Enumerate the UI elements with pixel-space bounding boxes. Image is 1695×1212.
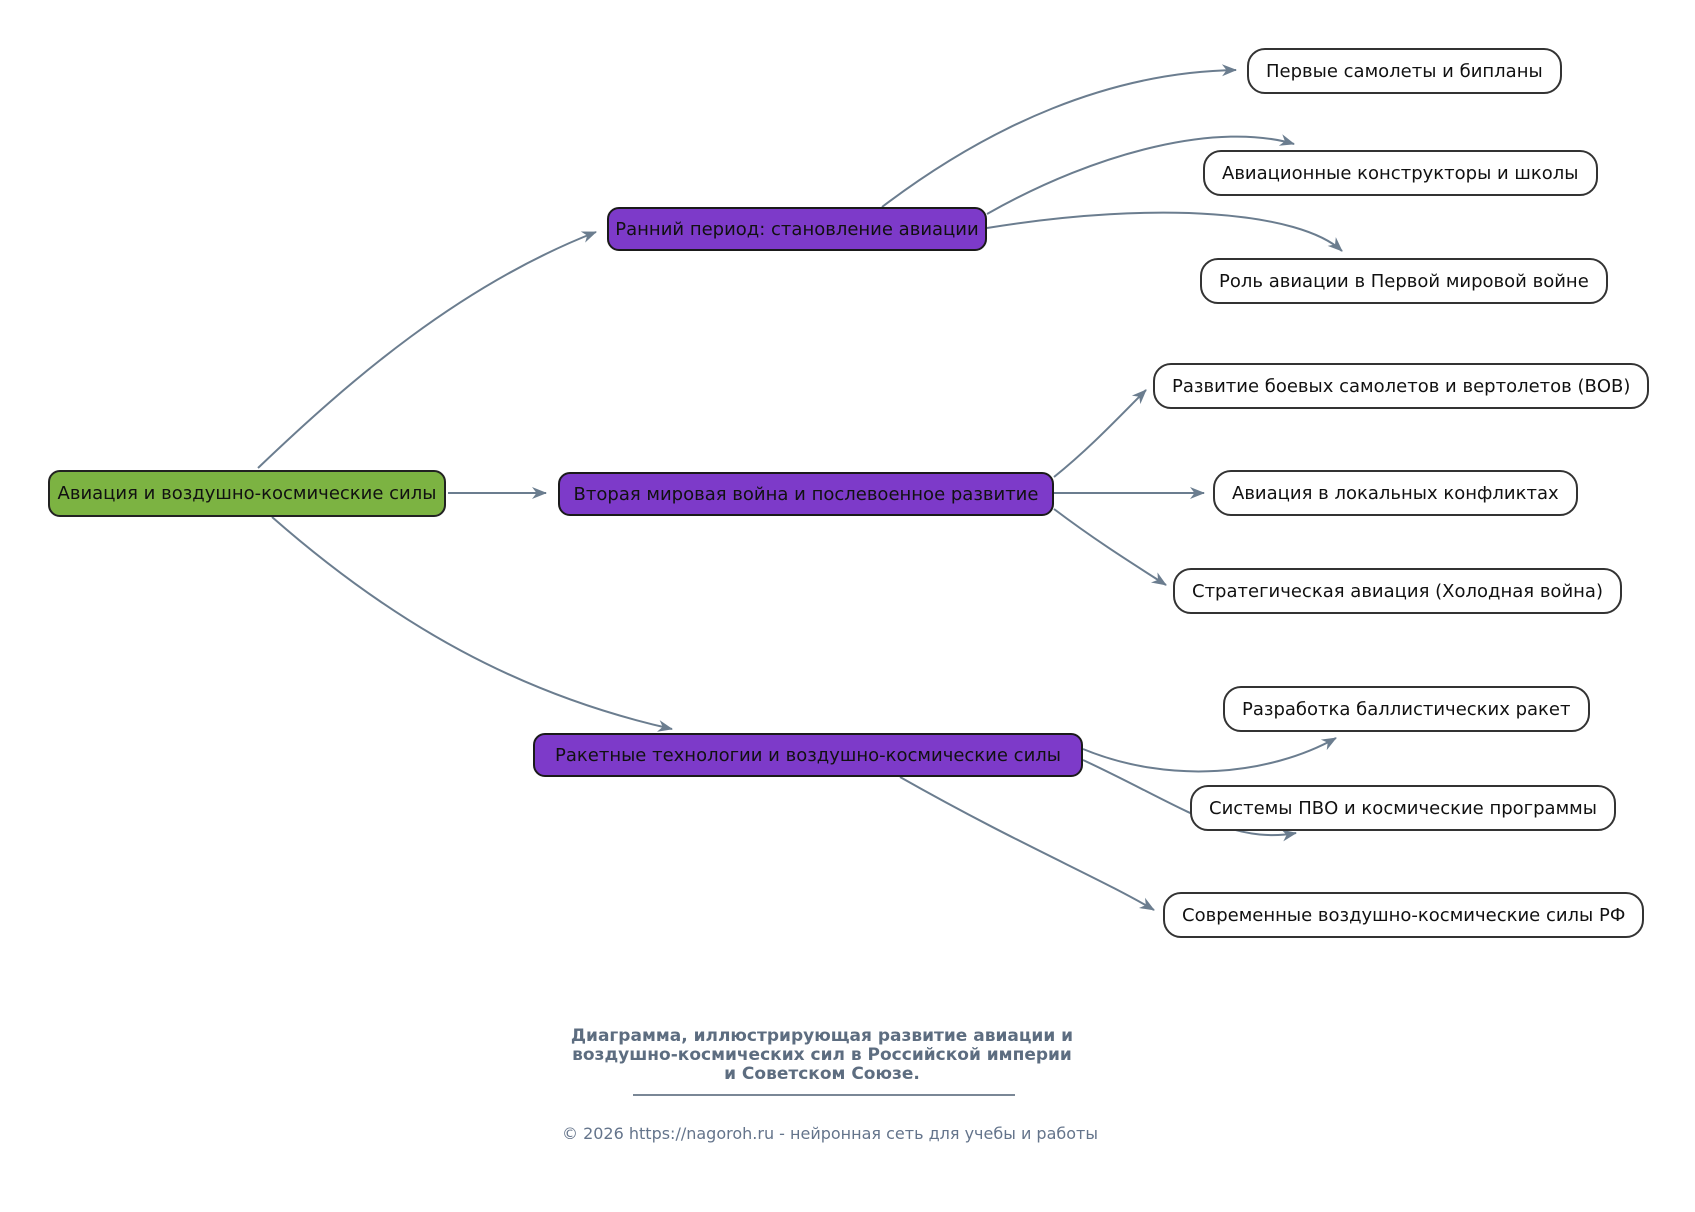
edge-root-to-branch-2 xyxy=(272,517,672,729)
branch-node-wwii-postwar: Вторая мировая война и послевоенное развитие xyxy=(558,472,1054,516)
leaf-node-combat-aircraft-wwii: Развитие боевых самолетов и вертолетов (ВОВ) xyxy=(1153,363,1649,409)
leaf-node-first-airplanes: Первые самолеты и бипланы xyxy=(1247,48,1562,94)
caption-title xyxy=(557,1027,1087,1084)
caption-copyright: © 2026 https://nagoroh.ru - нейронная сеть для учебы и работы xyxy=(561,1124,1098,1143)
leaf-node-air-defense-space: Системы ПВО и космические программы xyxy=(1190,785,1616,831)
branch-node-rocket-aerospace: Ракетные технологии и воздушно-космические силы xyxy=(533,733,1083,777)
edge-branch1-to-leaf-2 xyxy=(1054,509,1166,585)
edge-branch0-to-leaf-2 xyxy=(987,213,1342,251)
edge-branch2-to-leaf-2 xyxy=(900,777,1154,910)
leaf-node-strategic-aviation: Стратегическая авиация (Холодная война) xyxy=(1173,568,1622,614)
leaf-node-wwi-aviation-role: Роль авиации в Первой мировой войне xyxy=(1200,258,1608,304)
edge-root-to-branch-0 xyxy=(258,232,596,468)
edge-branch1-to-leaf-0 xyxy=(1054,390,1146,477)
leaf-node-aviation-designers: Авиационные конструкторы и школы xyxy=(1203,150,1598,196)
leaf-node-local-conflicts: Авиация в локальных конфликтах xyxy=(1213,470,1578,516)
edge-branch0-to-leaf-0 xyxy=(882,70,1236,207)
branch-node-early-period: Ранний период: становление авиации xyxy=(607,207,987,251)
caption-title-line-1: Диаграмма, иллюстрирующая развитие авиации и xyxy=(570,1026,1074,1046)
leaf-node-modern-aerospace-forces: Современные воздушно-космические силы РФ xyxy=(1163,892,1644,938)
caption-title-line-3: и Советском Союзе. xyxy=(724,1064,920,1084)
root-node: Авиация и воздушно-космические силы xyxy=(48,470,446,517)
leaf-node-ballistic-missiles: Разработка баллистических ракет xyxy=(1223,686,1590,732)
caption-title-line-2: воздушно-космических сил в Российской империи xyxy=(572,1045,1072,1065)
edge-branch2-to-leaf-0 xyxy=(1083,738,1336,771)
caption-divider xyxy=(633,1094,1015,1096)
